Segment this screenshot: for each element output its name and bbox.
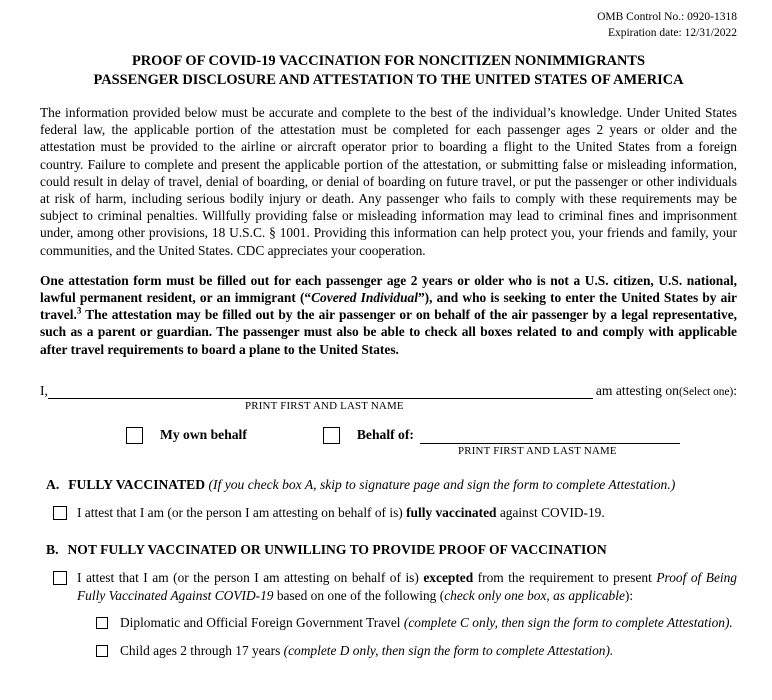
behalf-of-checkbox[interactable] (323, 427, 340, 444)
excepted-checkbox[interactable] (53, 571, 67, 585)
intro-paragraph-text: The information provided below must be accurate and complete to the best of the individual’s knowledge. Under United States federal law, the applicable portion of the attestation must be completed for each passenger ages 2 years or older and the attestation must be provided to the airline or aircraft operator prior to boarding a flight to the United States from a foreign country. Failure to complete and present the applicable portion of the attestation, or submitting false or misleading information, could result in delay of travel, denial of boarding, or denial of boarding on future travel, or put the passenger or other individuals at risk of harm, including serious bodily injury or death. Any passenger who fails to comply with these requirements may be subject to criminal penalties. Willfully providing false or misleading information may lead to criminal fines and imprisonment under, among other provisions, 18 U.S.C. § 1001. Providing this information can help protect you, your friends and family, your communities, and the United States. CDC appreciates your cooperation. (40, 105, 737, 258)
statement-a-run3: against COVID-19. (496, 505, 605, 521)
section-a-letter: A. (46, 476, 60, 492)
print-name-label-attestor: PRINT FIRST AND LAST NAME (245, 399, 404, 412)
select-one-hint: (Select one) (678, 385, 734, 398)
footnote-3-marker: 3 (76, 305, 82, 316)
proof-document-title: Proof of Being Fully Vaccinated Against COVID-19 (77, 570, 737, 603)
section-b-title: NOT FULLY VACCINATED OR UNWILLING TO PROVIDE PROOF OF VACCINATION (67, 541, 607, 557)
section-b-letter: B. (46, 541, 59, 557)
form-title-line-1: PROOF OF COVID-19 VACCINATION FOR NONCITIZEN NONIMMIGRANTS (131, 53, 646, 69)
child-ages-note: (complete D only, then sign the form to complete Attestation). (283, 642, 614, 658)
child-ages-statement (120, 642, 613, 660)
statement-a-run1: I attest that I am (or the person I am attesting on behalf of is) (77, 505, 407, 521)
statement-b-run3: from the requirement to present (473, 570, 657, 586)
statement-a-bold: fully vaccinated (406, 505, 497, 521)
covered-paragraph-run4: The attestation may be filled out by the air passenger or on behalf of the air passenger by a legal representative, such as a parent or guardian. The passenger must also be able to check all boxes related to and comply with applicable after travel requirements to board a plane to the United States. (40, 307, 737, 357)
section-a-title: FULLY VACCINATED (68, 476, 206, 492)
intro-paragraph (40, 104, 737, 259)
form-title-line-2: PASSENGER DISCLOSURE AND ATTESTATION TO THE UNITED STATES OF AMERICA (93, 71, 684, 88)
attest-suffix: am attesting on (595, 382, 679, 398)
my-own-behalf-label: My own behalf (160, 427, 247, 443)
behalf-of-label: Behalf of: (356, 427, 414, 443)
diplomatic-travel-item (96, 614, 737, 632)
diplomatic-travel-note: (complete C only, then sign the form to complete Attestation). (403, 615, 733, 631)
diplomatic-travel-label: Diplomatic and Official Foreign Government Travel (120, 615, 404, 631)
statement-b-bold: excepted (423, 570, 474, 586)
omb-control-number: OMB Control No.: 0920-1318 (597, 11, 737, 23)
attestor-name-field[interactable] (48, 383, 593, 399)
my-own-behalf-checkbox[interactable] (126, 427, 143, 444)
covered-individual-paragraph (40, 272, 737, 358)
omb-control-block (40, 10, 737, 41)
section-b-heading (40, 541, 737, 559)
behalf-selection-row (126, 427, 737, 444)
fully-vaccinated-statement (77, 504, 605, 522)
diplomatic-travel-checkbox[interactable] (96, 617, 108, 629)
fully-vaccinated-item (40, 504, 737, 522)
fully-vaccinated-checkbox[interactable] (53, 506, 67, 520)
statement-b-run1: I attest that I am (or the person I am attesting on behalf of is) (77, 570, 424, 586)
behalf-name-field[interactable] (420, 429, 680, 444)
print-name-label-behalf: PRINT FIRST AND LAST NAME (458, 444, 617, 457)
section-a-heading (40, 476, 737, 494)
form-title (40, 52, 737, 89)
statement-b-run7: ): (624, 587, 634, 603)
omb-expiration-date: Expiration date: 12/31/2022 (607, 26, 737, 39)
attest-colon: : (733, 382, 737, 398)
covered-paragraph-run1: One attestation form must be filled out for each passenger age 2 years or older who is not a U.S. citizen, U.S. national, lawful permanent resident, or an immigrant (“ (40, 272, 737, 306)
covered-paragraph-run3: ”), and who is seeking to enter the United States by air travel. (40, 290, 737, 323)
covered-individual-term: Covered Individual (311, 290, 418, 306)
excepted-statement (77, 569, 737, 604)
check-one-box-hint: check only one box, as applicable (444, 587, 625, 603)
attest-prefix: I, (40, 382, 48, 398)
child-ages-checkbox[interactable] (96, 645, 108, 657)
child-ages-item (96, 642, 737, 660)
excepted-item (40, 569, 737, 604)
diplomatic-travel-statement (120, 614, 733, 632)
statement-b-run5: based on one of the following ( (273, 587, 445, 603)
attestor-name-row (40, 383, 737, 399)
section-a-note: (If you check box A, skip to signature page and sign the form to complete Attestation.) (208, 476, 676, 492)
child-ages-label: Child ages 2 through 17 years (120, 642, 284, 658)
